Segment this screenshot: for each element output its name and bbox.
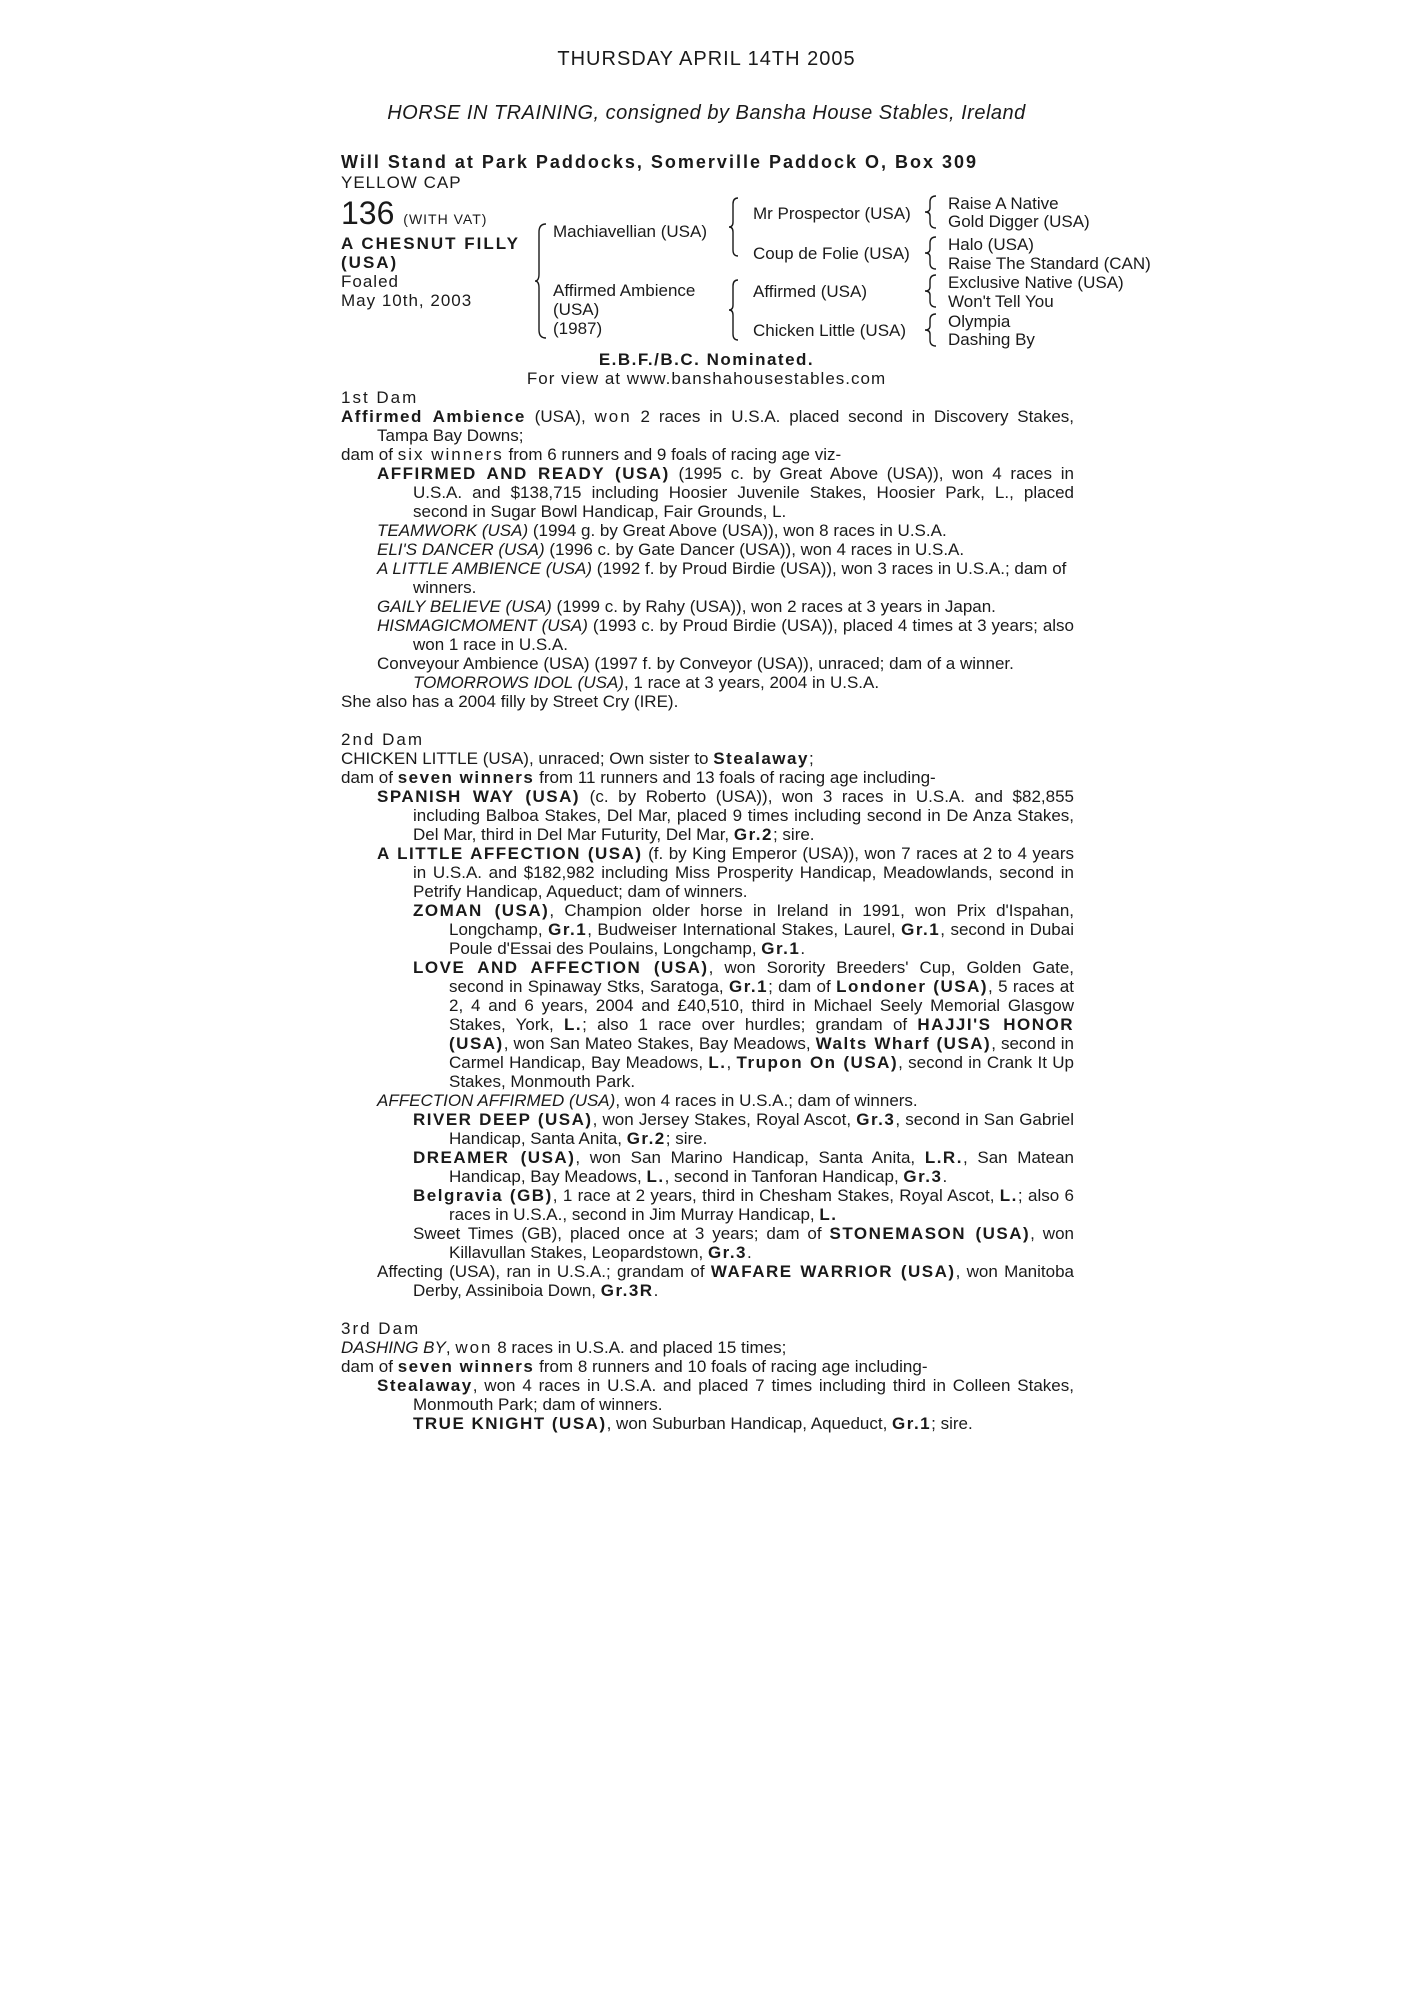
lot-number: 136	[341, 195, 395, 231]
section-gap	[341, 711, 1074, 730]
produce-entry: TOMORROWS IDOL (USA), 1 race at 3 years, 2004 in U.S.A.	[413, 673, 880, 692]
pedigree-gg2: Gold Digger (USA)	[948, 212, 1090, 231]
vat-note: (WITH VAT)	[403, 211, 488, 227]
produce-entry: LOVE AND AFFECTION (USA), won Sorority Breeders' Cup, Golden Gate, second in Spinaway Stks, Saratoga, Gr.1; dam of Londoner (USA), 5 races at 2, 4 and 6 years, 2004 and £40,510, third in Michael Seely Memorial Glasgow Stakes, York, L.; also 1 race over hurdles; grandam of HAJJI'S HONOR (USA), won San Mateo Stakes, Bay Meadows, Walts Wharf (USA), second in Carmel Handicap, Bay Meadows, L., Trupon On (USA), second in Crank It Up Stakes, Monmouth Park.	[413, 958, 1075, 1091]
pedigree-dam-line1: Affirmed Ambience	[553, 281, 696, 300]
produce-entry: SPANISH WAY (USA) (c. by Roberto (USA)), won 3 races in U.S.A. and $82,855 including Balboa Stakes, Del Mar, placed 9 times including second in De Anza Stakes, Del Mar, third in Del Mar Futurity, Del Mar, Gr.2; sire.	[377, 787, 1074, 844]
produce-entry: Belgravia (GB), 1 race at 2 years, third in Chesham Stakes, Royal Ascot, L.; also 6 races in U.S.A., second in Jim Murray Handicap, L.	[413, 1186, 1074, 1224]
pedigree-brace-g4	[924, 312, 938, 348]
produce-entry: AFFIRMED AND READY (USA) (1995 c. by Great Above (USA)), won 4 races in U.S.A. and $138,715 including Hoosier Juvenile Stakes, Hoosier Park, L., placed second in Sugar Bowl Handicap, Fair Grounds, L.	[377, 464, 1074, 521]
third-dam-heading: 3rd Dam	[341, 1319, 421, 1338]
pedigree-brace-dam	[728, 278, 740, 342]
pedigree-brace-g2	[924, 235, 938, 271]
produce-entry: DREAMER (USA), won San Marino Handicap, Santa Anita, L.R., San Matean Handicap, Bay Meadows, L., second in Tanforan Handicap, Gr.3.	[413, 1148, 1074, 1186]
second-dam-heading: 2nd Dam	[341, 730, 424, 749]
produce-entry: Affecting (USA), ran in U.S.A.; grandam of WAFARE WARRIOR (USA), won Manitoba Derby, Assiniboia Down, Gr.3R.	[377, 1262, 1075, 1300]
pedigree-gg6: Won't Tell You	[948, 292, 1054, 311]
cap-colour: YELLOW CAP	[341, 173, 462, 192]
lot-description	[341, 234, 520, 310]
second-dam-intro: CHICKEN LITTLE (USA), unraced; Own sister to Stealaway;	[341, 749, 814, 768]
first-dam-intro: Affirmed Ambience (USA), won 2 races in U.S.A. placed second in Discovery Stakes, Tampa Bay Downs;	[341, 407, 1075, 445]
pedigree-brace-sire	[728, 196, 740, 258]
pedigree-brace-g3	[924, 273, 938, 309]
produce-entry: Stealaway, won 4 races in U.S.A. and placed 7 times including third in Colleen Stakes, Monmouth Park; dam of winners.	[377, 1376, 1074, 1414]
pedigree-sire-dam: Coup de Folie (USA)	[753, 244, 910, 263]
lot-number-line	[341, 196, 487, 236]
third-dam-intro: DASHING BY, won 8 races in U.S.A. and placed 15 times;	[341, 1338, 787, 1357]
pedigree-gg8: Dashing By	[948, 330, 1035, 349]
pedigree-sire: Machiavellian (USA)	[553, 222, 707, 241]
pedigree-gg5: Exclusive Native (USA)	[948, 273, 1124, 292]
stand-location: Will Stand at Park Paddocks, Somerville Paddock O, Box 309	[341, 152, 979, 172]
pedigree-dam-sire: Affirmed (USA)	[753, 282, 867, 301]
section-gap	[341, 1300, 1074, 1319]
produce-entry: TEAMWORK (USA) (1994 g. by Great Above (USA)), won 8 races in U.S.A.	[377, 521, 947, 540]
produce-entry: A LITTLE AMBIENCE (USA) (1992 f. by Proud Birdie (USA)), won 3 races in U.S.A.; dam of winners.	[377, 559, 1067, 597]
consignment-line: HORSE IN TRAINING, consigned by Bansha House Stables, Ireland	[387, 102, 1026, 124]
pedigree-gg3: Halo (USA)	[948, 235, 1034, 254]
foaled-label: Foaled	[341, 272, 399, 291]
nomination-note: E.B.F./B.C. Nominated.	[598, 350, 815, 369]
first-dam-heading: 1st Dam	[341, 388, 419, 407]
pedigree-gg4: Raise The Standard (CAN)	[948, 254, 1151, 273]
produce-entry: RIVER DEEP (USA), won Jersey Stakes, Royal Ascot, Gr.3, second in San Gabriel Handicap, Santa Anita, Gr.2; sire.	[413, 1110, 1075, 1148]
pedigree-dam-line2: (USA)	[553, 300, 600, 319]
sale-date: THURSDAY APRIL 14TH 2005	[557, 48, 856, 70]
produce-entry: TRUE KNIGHT (USA), won Suburban Handicap, Aqueduct, Gr.1; sire.	[413, 1414, 973, 1433]
third-dam-produce-summary: dam of seven winners from 8 runners and 10 foals of racing age including-	[341, 1357, 928, 1376]
produce-entry: ZOMAN (USA), Champion older horse in Ireland in 1991, won Prix d'Ispahan, Longchamp, Gr.1, Budweiser International Stakes, Laurel, Gr.1, second in Dubai Poule d'Essai des Poulains, Longchamp, Gr.1.	[413, 901, 1075, 958]
first-dam-note: She also has a 2004 filly by Street Cry (IRE).	[341, 692, 679, 711]
produce-entry: HISMAGICMOMENT (USA) (1993 c. by Proud Birdie (USA)), placed 4 times at 3 years; also won 1 race in U.S.A.	[377, 616, 1075, 654]
horse-origin: (USA)	[341, 253, 399, 272]
pedigree-brace-g1	[924, 194, 938, 230]
pedigree-dam-dam: Chicken Little (USA)	[753, 321, 907, 340]
produce-entry: GAILY BELIEVE (USA) (1999 c. by Rahy (USA)), won 2 races at 3 years in Japan.	[377, 597, 996, 616]
horse-description: A CHESNUT FILLY	[341, 234, 520, 253]
pedigree-dam-line3: (1987)	[553, 319, 603, 338]
pedigree-gg7: Olympia	[948, 312, 1011, 331]
produce-entry: Sweet Times (GB), placed once at 3 years; dam of STONEMASON (USA), won Killavullan Stakes, Leopardstown, Gr.3.	[413, 1224, 1074, 1262]
catalogue-body	[341, 388, 1074, 1433]
second-dam-produce-summary: dam of seven winners from 11 runners and 13 foals of racing age including-	[341, 768, 936, 787]
foaled-date: May 10th, 2003	[341, 291, 473, 310]
pedigree-brace-left	[534, 222, 548, 340]
produce-entry: AFFECTION AFFIRMED (USA), won 4 races in U.S.A.; dam of winners.	[377, 1091, 918, 1110]
produce-entry: A LITTLE AFFECTION (USA) (f. by King Emperor (USA)), won 7 races at 2 to 4 years in U.S.A. and $182,982 including Miss Prosperity Handicap, Meadowlands, second in Petrify Handicap, Aqueduct; dam of winners.	[377, 844, 1074, 901]
produce-entry: Conveyour Ambience (USA) (1997 f. by Conveyor (USA)), unraced; dam of a winner.	[377, 654, 1014, 673]
first-dam-produce-summary: dam of six winners from 6 runners and 9 foals of racing age viz-	[341, 445, 842, 464]
pedigree-gg1: Raise A Native	[948, 194, 1059, 213]
pedigree-sire-sire: Mr Prospector (USA)	[753, 204, 911, 223]
viewing-note: For view at www.banshahousestables.com	[526, 369, 887, 388]
produce-entry: ELI'S DANCER (USA) (1996 c. by Gate Dancer (USA)), won 4 races in U.S.A.	[377, 540, 965, 559]
